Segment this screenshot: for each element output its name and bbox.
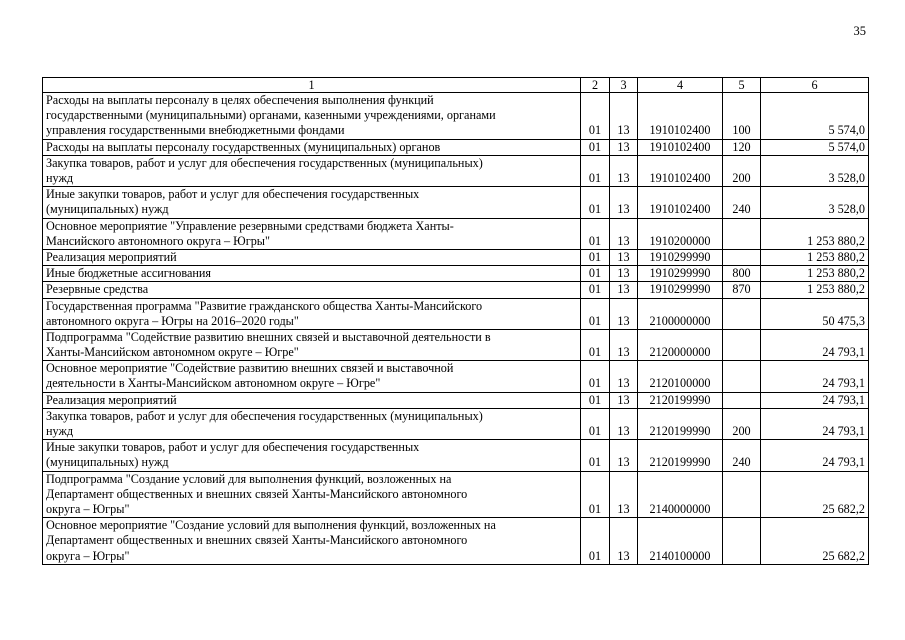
expense-type-cell [723,249,761,265]
row-name-line: Основное мероприятие "Создание условий для выполнения функций, возложенных на [46,518,496,533]
expense-type-cell: 870 [723,282,761,298]
header-cell-expense-type: 5 [723,78,761,93]
subsection-cell: 13 [610,471,638,518]
expense-type-cell: 240 [723,440,761,471]
section-cell: 01 [581,155,610,186]
row-name-line: Иные закупки товаров, работ и услуг для обеспечения государственных [46,187,420,202]
row-name-line: нужд [46,170,74,185]
amount-cell: 1 253 880,2 [761,218,869,249]
target-article-cell: 2120199990 [638,440,723,471]
subsection-cell: 13 [610,139,638,155]
row-name-line: Основное мероприятие "Управление резервными средствами бюджета Ханты- [46,218,454,233]
section-cell: 01 [581,329,610,360]
table-row [43,187,869,218]
target-article-cell: 2120199990 [638,392,723,408]
row-name-line: управления государственными внебюджетными фондами [46,123,345,138]
expense-type-cell: 240 [723,187,761,218]
row-name-line: Расходы на выплаты персоналу государственных (муниципальных) органов [46,139,441,154]
expense-type-cell [723,392,761,408]
section-cell: 01 [581,518,610,565]
subsection-cell: 13 [610,361,638,392]
row-name-line: Реализация мероприятий [46,392,177,407]
expense-type-cell [723,329,761,360]
expense-type-cell [723,471,761,518]
row-name-cell [43,218,581,249]
amount-cell: 25 682,2 [761,518,869,565]
target-article-cell: 2140100000 [638,518,723,565]
amount-cell: 24 793,1 [761,361,869,392]
row-name-line: (муниципальных) нужд [46,455,169,470]
target-article-cell: 1910299990 [638,266,723,282]
amount-cell: 50 475,3 [761,298,869,329]
subsection-cell: 13 [610,155,638,186]
header-cell-subsection: 3 [610,78,638,93]
section-cell: 01 [581,218,610,249]
amount-cell: 24 793,1 [761,408,869,439]
amount-cell: 1 253 880,2 [761,266,869,282]
row-name-cell [43,139,581,155]
row-name-line: Реализация мероприятий [46,249,177,264]
table-row [43,408,869,439]
row-name-line: Ханты-Мансийском автономном округе – Югре" [46,345,299,360]
target-article-cell: 2120000000 [638,329,723,360]
expense-type-cell: 120 [723,139,761,155]
expense-type-cell [723,218,761,249]
subsection-cell: 13 [610,408,638,439]
subsection-cell: 13 [610,93,638,140]
amount-cell: 5 574,0 [761,93,869,140]
subsection-cell: 13 [610,392,638,408]
header-cell-name: 1 [43,78,581,93]
section-cell: 01 [581,249,610,265]
table-row [43,440,869,471]
row-name-cell [43,408,581,439]
row-name-line: Департамент общественных и внешних связей Ханты-Мансийского автономного [46,486,468,501]
row-name-line: Закупка товаров, работ и услуг для обеспечения государственных (муниципальных) [46,408,483,423]
row-name-cell [43,249,581,265]
table-row [43,155,869,186]
section-cell: 01 [581,93,610,140]
row-name-line: Иные бюджетные ассигнования [46,266,212,281]
table-row [43,93,869,140]
row-name-cell [43,361,581,392]
amount-cell: 1 253 880,2 [761,249,869,265]
row-name-line: округа – Югры" [46,548,130,563]
row-name-cell [43,471,581,518]
header-cell-target-article: 4 [638,78,723,93]
target-article-cell: 1910299990 [638,282,723,298]
target-article-cell: 1910102400 [638,139,723,155]
row-name-cell [43,155,581,186]
row-name-line: округа – Югры" [46,501,130,516]
row-name-line: Основное мероприятие "Содействие развитию внешних связей и выставочной [46,361,454,376]
subsection-cell: 13 [610,249,638,265]
section-cell: 01 [581,298,610,329]
target-article-cell: 2140000000 [638,471,723,518]
table-row [43,361,869,392]
row-name-line: Департамент общественных и внешних связей Ханты-Мансийского автономного [46,533,468,548]
target-article-cell: 2120100000 [638,361,723,392]
row-name-cell [43,266,581,282]
row-name-line: Государственная программа "Развитие гражданского общества Ханты-Мансийского [46,298,483,313]
row-name-line: автономного округа – Югры на 2016–2020 годы" [46,313,299,328]
table-row [43,392,869,408]
subsection-cell: 13 [610,298,638,329]
table-row [43,471,869,518]
amount-cell: 1 253 880,2 [761,282,869,298]
target-article-cell: 2100000000 [638,298,723,329]
amount-cell: 24 793,1 [761,329,869,360]
row-name-line: деятельности в Ханты-Мансийском автономном округе – Югре" [46,376,381,391]
row-name-line: Резервные средства [46,282,149,297]
row-name-line: Мансийского автономного округа – Югры" [46,233,270,248]
section-cell: 01 [581,266,610,282]
amount-cell: 25 682,2 [761,471,869,518]
expense-type-cell: 100 [723,93,761,140]
section-cell: 01 [581,139,610,155]
row-name-line: нужд [46,424,74,439]
section-cell: 01 [581,361,610,392]
table-row [43,329,869,360]
page-number: 35 [853,24,866,38]
row-name-line: (муниципальных) нужд [46,202,169,217]
header-cell-amount: 6 [761,78,869,93]
row-name-cell [43,282,581,298]
amount-cell: 24 793,1 [761,440,869,471]
subsection-cell: 13 [610,518,638,565]
table-header-row [43,78,869,93]
table-row [43,139,869,155]
amount-cell: 3 528,0 [761,155,869,186]
subsection-cell: 13 [610,266,638,282]
target-article-cell: 1910102400 [638,155,723,186]
expense-type-cell [723,298,761,329]
row-name-line: государственными (муниципальными) органами, казенными учреждениями, органами [46,108,496,123]
table-row [43,282,869,298]
section-cell: 01 [581,440,610,471]
section-cell: 01 [581,392,610,408]
expense-type-cell [723,361,761,392]
amount-cell: 5 574,0 [761,139,869,155]
table-row [43,298,869,329]
expense-type-cell: 200 [723,408,761,439]
table-row [43,249,869,265]
budget-table [42,77,869,565]
expense-type-cell [723,518,761,565]
target-article-cell: 2120199990 [638,408,723,439]
row-name-cell [43,392,581,408]
row-name-cell [43,298,581,329]
target-article-cell: 1910102400 [638,187,723,218]
expense-type-cell: 200 [723,155,761,186]
subsection-cell: 13 [610,329,638,360]
row-name-line: Иные закупки товаров, работ и услуг для обеспечения государственных [46,440,420,455]
section-cell: 01 [581,187,610,218]
row-name-cell [43,440,581,471]
amount-cell: 3 528,0 [761,187,869,218]
row-name-cell [43,93,581,140]
target-article-cell: 1910102400 [638,93,723,140]
table-row [43,518,869,565]
table-row [43,266,869,282]
section-cell: 01 [581,408,610,439]
target-article-cell: 1910299990 [638,249,723,265]
row-name-line: Подпрограмма "Содействие развитию внешних связей и выставочной деятельности в [46,329,491,344]
expense-type-cell: 800 [723,266,761,282]
subsection-cell: 13 [610,187,638,218]
row-name-line: Закупка товаров, работ и услуг для обеспечения государственных (муниципальных) [46,155,483,170]
header-cell-section: 2 [581,78,610,93]
section-cell: 01 [581,282,610,298]
subsection-cell: 13 [610,282,638,298]
row-name-cell [43,329,581,360]
target-article-cell: 1910200000 [638,218,723,249]
row-name-line: Расходы на выплаты персоналу в целях обеспечения выполнения функций [46,93,434,107]
row-name-cell [43,518,581,565]
row-name-cell [43,187,581,218]
amount-cell: 24 793,1 [761,392,869,408]
row-name-line: Подпрограмма "Создание условий для выполнения функций, возложенных на [46,471,452,486]
table-row [43,218,869,249]
subsection-cell: 13 [610,440,638,471]
section-cell: 01 [581,471,610,518]
subsection-cell: 13 [610,218,638,249]
